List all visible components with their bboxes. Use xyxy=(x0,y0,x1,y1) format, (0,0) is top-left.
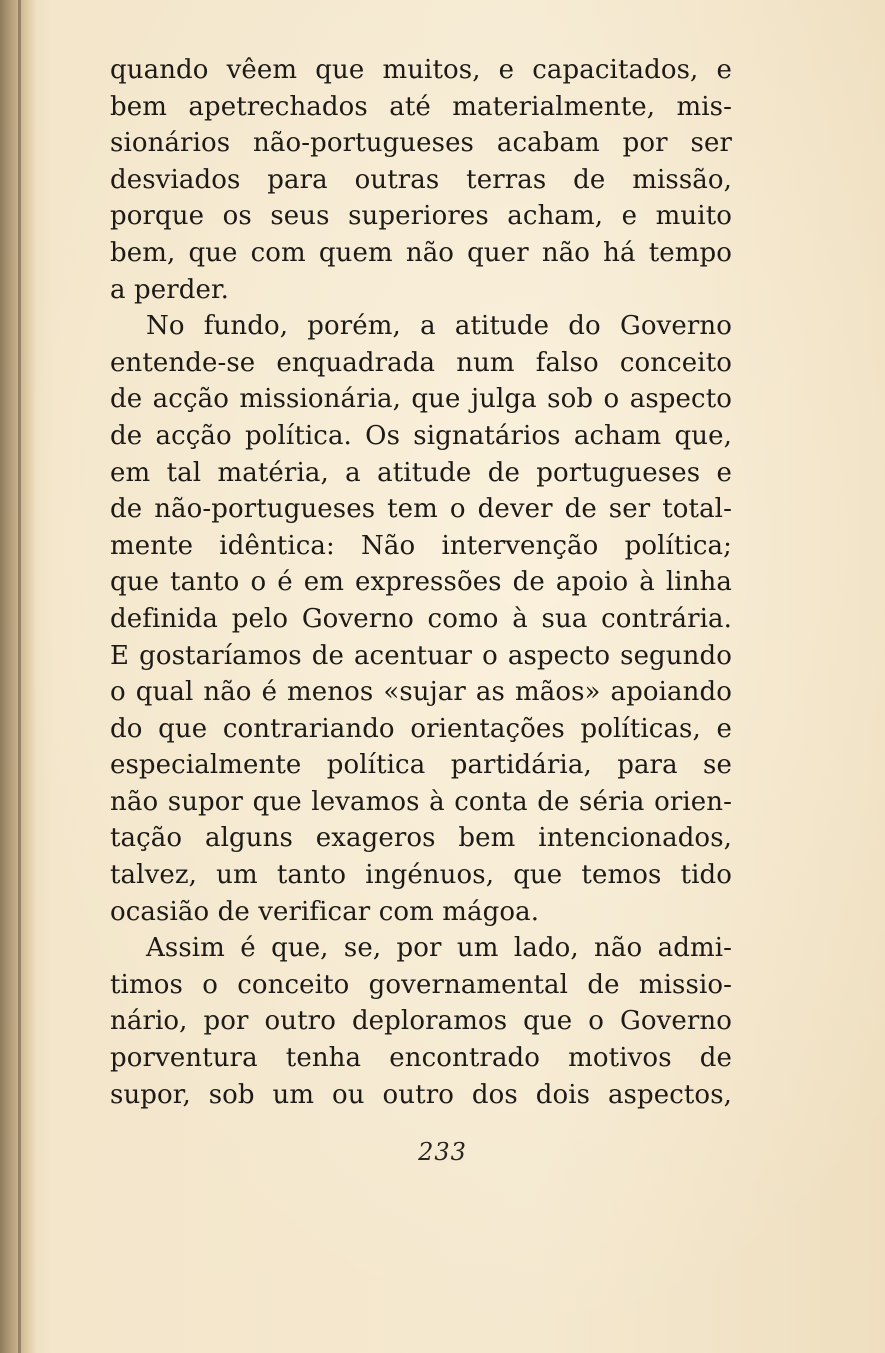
body-text xyxy=(110,52,732,1113)
text-line: sionários não-portugueses acabam por ser xyxy=(110,128,732,159)
text-line: bem apetrechados até materialmente, mis- xyxy=(110,91,732,122)
text-line: de acção missionária, que julga sob o aspecto xyxy=(110,384,732,415)
text-line: especialmente política partidária, para se xyxy=(110,750,732,781)
text-line: porventura tenha encontrado motivos de xyxy=(110,1043,732,1074)
text-line: desviados para outras terras de missão, xyxy=(110,164,732,195)
text-line: que tanto o é em expressões de apoio à linha xyxy=(110,567,732,598)
text-line: entende-se enquadrada num falso conceito xyxy=(110,347,732,378)
text-line: não supor que levamos à conta de séria orien- xyxy=(110,786,732,817)
text-line: a perder. xyxy=(110,274,229,305)
text-line: porque os seus superiores acham, e muito xyxy=(110,201,732,232)
text-line: timos o conceito governamental de missio- xyxy=(110,969,732,1000)
page-number: 233 xyxy=(418,1138,467,1166)
text-line: bem, que com quem não quer não há tempo xyxy=(110,237,732,268)
text-line: E gostaríamos de acentuar o aspecto segundo xyxy=(110,640,732,671)
text-line: Assim é que, se, por um lado, não admi- xyxy=(146,933,732,964)
text-line: mente idêntica: Não intervenção política; xyxy=(110,530,732,561)
text-line: tação alguns exageros bem intencionados, xyxy=(110,823,732,854)
text-line: No fundo, porém, a atitude do Governo xyxy=(146,311,732,342)
text-line: em tal matéria, a atitude de portugueses e xyxy=(110,457,732,488)
text-line: de não-portugueses tem o dever de ser total- xyxy=(110,494,732,525)
text-line: quando vêem que muitos, e capacitados, e xyxy=(110,55,732,85)
text-line: supor, sob um ou outro dos dois aspectos, xyxy=(110,1079,732,1110)
text-line: do que contrariando orientações políticas, e xyxy=(110,713,732,744)
text-line: nário, por outro deploramos que o Governo xyxy=(110,1006,732,1037)
text-line: de acção política. Os signatários acham que, xyxy=(110,420,732,451)
text-line: talvez, um tanto ingénuos, que temos tido xyxy=(110,860,732,891)
text-line: o qual não é menos «sujar as mãos» apoiando xyxy=(110,677,732,708)
text-line: definida pelo Governo como à sua contrária. xyxy=(110,603,732,634)
text-line: ocasião de verificar com mágoa. xyxy=(110,896,540,927)
